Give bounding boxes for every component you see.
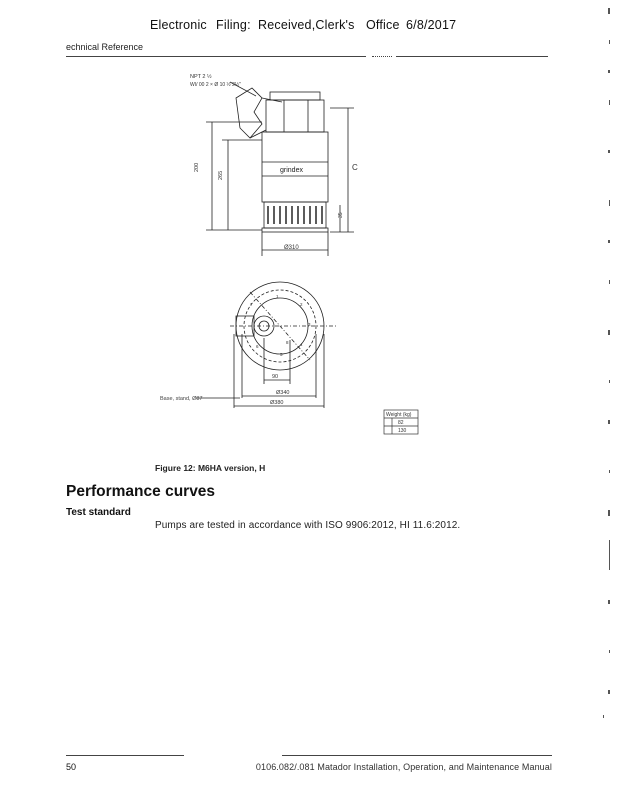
dim-base-outer: Ø380 xyxy=(270,400,284,406)
filing-word-5: 6/8/2017 xyxy=(406,18,457,32)
motor-top xyxy=(266,100,324,132)
table-row-1: 82 xyxy=(398,420,404,426)
svg-text:2: 2 xyxy=(300,302,303,307)
table-row-2: 130 xyxy=(398,428,407,434)
dim-small: 35 xyxy=(338,212,344,218)
performance-heading: Performance curves xyxy=(66,483,216,500)
svg-text:7: 7 xyxy=(250,302,253,307)
table-header: Weight (kg) xyxy=(386,412,412,418)
test-standard-body: Pumps are tested in accordance with ISO 9906:2012, HI 11.6:2012. xyxy=(155,520,461,531)
dim-side: C xyxy=(352,163,358,172)
discharge-elbow xyxy=(236,88,262,138)
svg-text:1: 1 xyxy=(276,294,279,299)
callout-base: Base, stand, Ø87 xyxy=(160,396,203,402)
brand-label: grindex xyxy=(280,167,303,174)
dim-height-a: 200 xyxy=(194,162,200,172)
callout-top-2: WI/ 00 2 × Ø 10 ½ 2½" xyxy=(190,82,241,88)
filing-word-4: Office xyxy=(366,18,400,32)
page-number: 50 xyxy=(66,762,77,772)
scan-margin-marks xyxy=(602,0,618,800)
figure-caption: Figure 12: M6HA version, H xyxy=(155,463,266,473)
footer-rule-right xyxy=(282,755,552,756)
filing-word-3: Received,Clerk's xyxy=(258,18,355,32)
svg-text:3: 3 xyxy=(308,322,311,327)
dim-offset: 90 xyxy=(272,374,279,380)
dim-base-inner: Ø340 xyxy=(276,390,290,396)
dim-width: Ø310 xyxy=(284,245,299,251)
footer-title: 0106.082/.081 Matador Installation, Operation, and Maintenance Manual xyxy=(255,762,552,772)
dim-height-b: 265 xyxy=(218,170,224,180)
section-title: echnical Reference xyxy=(66,42,144,52)
filing-word-2: Filing: xyxy=(216,18,251,32)
footer-rule-left xyxy=(66,755,184,756)
callout-top-1: NPT 2 ½ xyxy=(190,74,212,80)
filing-word-1: Electronic xyxy=(150,18,207,32)
svg-text:6: 6 xyxy=(256,344,259,349)
test-standard-heading: Test standard xyxy=(66,507,131,518)
svg-text:4: 4 xyxy=(300,342,303,347)
svg-text:8: 8 xyxy=(286,340,289,345)
svg-text:5: 5 xyxy=(280,352,283,357)
